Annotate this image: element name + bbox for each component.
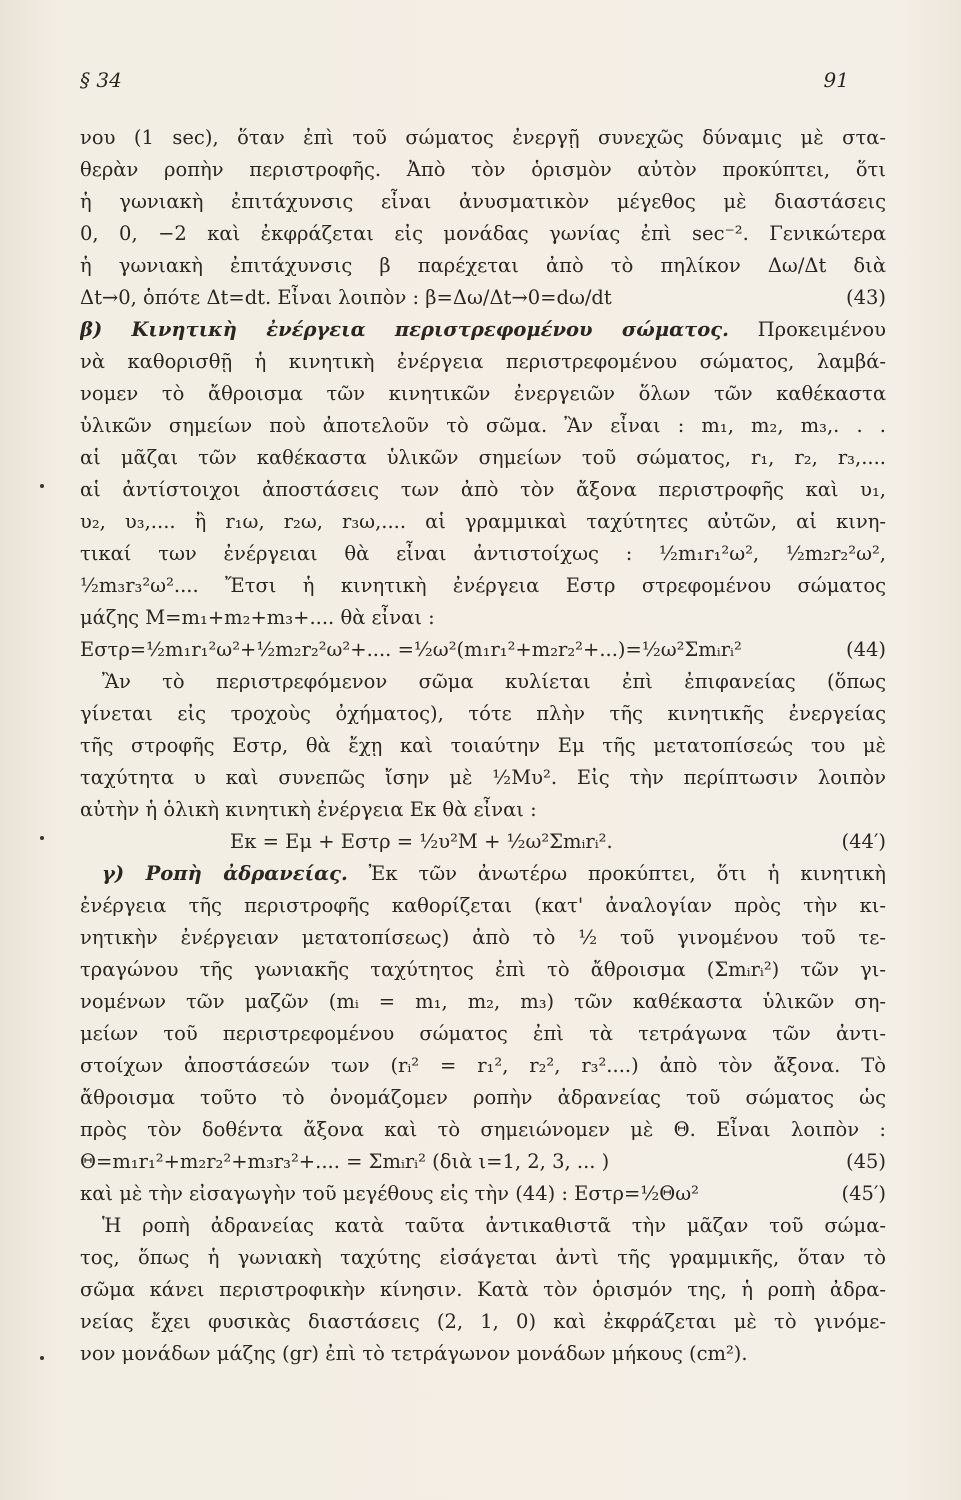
line-text: ἡ γωνιακὴ ἐπιτάχυνσις εἶναι ἀνυσματικὸν μέγεθος μὲ διαστάσεις xyxy=(80,190,886,213)
section-number: § 34 xyxy=(80,68,122,92)
line-text: νομεν τὸ ἄθροισμα τῶν κινητικῶν ἐνεργειῶν ὅλων τῶν καθέκαστα xyxy=(80,382,886,405)
line-text: σῶμα κάνει περιστροφικὴν κίνησιν. Κατὰ τὸν ὁρισμόν της, ἡ ροπὴ ἀδρα- xyxy=(80,1278,886,1301)
line-text: Προκειμένου xyxy=(728,318,886,341)
line-text: νομένων τῶν μαζῶν (mᵢ = m₁, m₂, m₃) τῶν καθέκαστα ὑλικῶν ση- xyxy=(80,990,886,1013)
text-line xyxy=(80,954,886,986)
line-text: αἱ μᾶζαι τῶν καθέκαστα ὑλικῶν σημείων τοῦ σώματος, r₁, r₂, r₃,.... xyxy=(80,446,886,469)
equation: καὶ μὲ τὴν εἰσαγωγὴν τοῦ μεγέθους εἰς τὴν (44) : Εστρ=½Θω² xyxy=(80,1182,699,1205)
text-line xyxy=(80,378,886,410)
text-line xyxy=(80,666,886,698)
text-line xyxy=(80,346,886,378)
text-line xyxy=(80,1242,886,1274)
equation: Εστρ=½m₁r₁²ω²+½m₂r₂²ω²+.... =½ω²(m₁r₁²+m₂r₂²+...)=½ω²Σmᵢrᵢ² xyxy=(80,638,742,661)
text-line xyxy=(80,1338,886,1370)
page-number: 91 xyxy=(823,68,849,92)
text-line xyxy=(80,1050,886,1082)
text-line xyxy=(80,250,886,282)
line-text: τραγώνου τῆς γωνιακῆς ταχύτητος ἐπὶ τὸ ἄθροισμα (Σmᵢrᵢ²) τῶν γι- xyxy=(80,958,886,981)
line-text: ὑλικῶν σημείων ποὺ ἀποτελοῦν τὸ σῶμα. Ἂν εἶναι : m₁, m₂, m₃,. . . xyxy=(80,414,886,437)
page-header xyxy=(80,64,849,100)
text-line xyxy=(80,986,886,1018)
line-text: ἡ γωνιακὴ ἐπιτάχυνσις β παρέχεται ἀπὸ τὸ πηλίκον Δω/Δt διὰ xyxy=(80,254,886,277)
text-line xyxy=(80,1146,886,1178)
text-line xyxy=(80,858,886,890)
text-line xyxy=(80,1018,886,1050)
text-line xyxy=(80,634,886,666)
page-body xyxy=(80,122,886,1370)
line-text: τικαί των ἐνέργειαι θὰ εἶναι ἀντιστοίχως : ½m₁r₁²ω², ½m₂r₂²ω², xyxy=(80,542,886,565)
text-line xyxy=(80,1306,886,1338)
line-text: Ἡ ροπὴ ἀδρανείας κατὰ ταῦτα ἀντικαθιστᾶ τὴν μᾶζαν τοῦ σώμα- xyxy=(102,1214,886,1237)
text-line xyxy=(80,826,886,858)
line-text: υ₂, υ₃,.... ἢ r₁ω, r₂ω, r₃ω,.... αἱ γραμμικαὶ ταχύτητες αὐτῶν, αἱ κινη- xyxy=(80,510,886,533)
line-text: νον μονάδων μάζης (gr) ἐπὶ τὸ τετράγωνον μονάδων μήκους (cm²). xyxy=(80,1342,748,1365)
text-line xyxy=(80,794,886,826)
subsection-heading: β) Κινητικὴ ἐνέργεια περιστρεφομένου σώματος. xyxy=(80,318,729,341)
text-line xyxy=(80,186,886,218)
line-text: Ἐκ τῶν ἀνωτέρω προκύπτει, ὅτι ἡ κινητικὴ xyxy=(347,862,886,885)
equation: Δt→0, ὁπότε Δt=dt. Εἶναι λοιπὸν : β=Δω/Δt→0=dω/dt xyxy=(80,286,612,309)
equation-number: (45) xyxy=(845,1150,886,1173)
text-line xyxy=(80,1082,886,1114)
margin-mark xyxy=(40,1356,44,1360)
line-text: νου (1 sec), ὅταν ἐπὶ τοῦ σώματος ἐνεργῇ συνεχῶς δύναμις μὲ στα- xyxy=(80,126,886,149)
text-line xyxy=(80,282,886,314)
text-line xyxy=(80,922,886,954)
line-text: ταχύτητα υ καὶ συνεπῶς ἴσην μὲ ½Μυ². Εἰς τὴν περίπτωσιν λοιπὸν xyxy=(80,766,886,789)
text-line xyxy=(80,122,886,154)
text-line xyxy=(80,538,886,570)
line-text: αἱ ἀντίστοιχοι ἀποστάσεις των ἀπὸ τὸν ἄξονα περιστροφῆς καὶ υ₁, xyxy=(80,478,886,501)
equation: Εκ = Εμ + Εστρ = ½υ²Μ + ½ω²Σmᵢrᵢ². xyxy=(230,830,613,853)
line-text: μάζης M=m₁+m₂+m₃+.... θὰ εἶναι : xyxy=(80,606,435,629)
equation-number: (44′) xyxy=(841,830,886,853)
text-line xyxy=(80,154,886,186)
equation-number: (45′) xyxy=(841,1182,886,1205)
text-line xyxy=(80,890,886,922)
line-text: νείας ἔχει φυσικὰς διαστάσεις (2, 1, 0) καὶ ἐκφράζεται μὲ τὸ γινόμε- xyxy=(80,1310,886,1333)
line-text: ἐνέργεια τῆς περιστροφῆς καθορίζεται (κατ' ἀναλογίαν πρὸς τὴν κι- xyxy=(80,894,886,917)
text-line xyxy=(80,1210,886,1242)
text-line xyxy=(80,602,886,634)
text-line xyxy=(80,1178,886,1210)
text-line xyxy=(80,218,886,250)
margin-mark xyxy=(40,484,44,488)
text-line xyxy=(80,314,886,346)
equation-number: (43) xyxy=(845,286,886,309)
text-line xyxy=(80,410,886,442)
text-line xyxy=(80,506,886,538)
line-text: νητικὴν ἐνέργειαν μετατοπίσεως) ἀπὸ τὸ ½ τοῦ γινομένου τοῦ τε- xyxy=(80,926,886,949)
text-line xyxy=(80,698,886,730)
text-line xyxy=(80,474,886,506)
line-text: θερὰν ροπὴν περιστροφῆς. Ἀπὸ τὸν ὁρισμὸν αὐτὸν προκύπτει, ὅτι xyxy=(80,158,886,181)
text-line xyxy=(80,570,886,602)
text-line xyxy=(80,442,886,474)
text-line xyxy=(80,730,886,762)
line-text: τος, ὅπως ἡ γωνιακὴ ταχύτης εἰσάγεται ἀντὶ τῆς γραμμικῆς, ὅταν τὸ xyxy=(80,1246,886,1269)
line-text: Ἂν τὸ περιστρεφόμενον σῶμα κυλίεται ἐπὶ ἐπιφανείας (ὅπως xyxy=(102,670,886,693)
line-text: τῆς στροφῆς Εστρ, θὰ ἔχῃ καὶ τοιαύτην Εμ τῆς μετατοπίσεώς του μὲ xyxy=(80,734,886,757)
margin-mark xyxy=(40,836,44,840)
equation: Θ=m₁r₁²+m₂r₂²+m₃r₃²+.... = Σmᵢrᵢ² (διὰ ι=1, 2, 3, ... ) xyxy=(80,1150,610,1173)
line-text: ἄθροισμα τοῦτο τὸ ὀνομάζομεν ροπὴν ἀδρανείας τοῦ σώματος ὡς xyxy=(80,1086,886,1109)
text-line xyxy=(80,1114,886,1146)
text-line xyxy=(80,1274,886,1306)
line-text: στοίχων ἀποστάσεών των (rᵢ² = r₁², r₂², r₃²....) ἀπὸ τὸν ἄξονα. Τὸ xyxy=(80,1054,886,1077)
line-text: 0, 0, −2 καὶ ἐκφράζεται εἰς μονάδας γωνίας ἐπὶ sec⁻². Γενικώτερα xyxy=(80,222,886,245)
line-text: ½m₃r₃²ω².... Ἔτσι ἡ κινητικὴ ἐνέργεια Εστρ στρεφομένου σώματος xyxy=(80,574,886,597)
text-line xyxy=(80,762,886,794)
line-text: μείων τοῦ περιστρεφομένου σώματος ἐπὶ τὰ τετράγωνα τῶν ἀντι- xyxy=(80,1022,886,1045)
line-text: πρὸς τὸν δοθέντα ἄξονα καὶ τὸ σημειώνομεν μὲ Θ. Εἶναι λοιπὸν : xyxy=(80,1118,886,1141)
line-text: νὰ καθορισθῇ ἡ κινητικὴ ἐνέργεια περιστρεφομένου σώματος, λαμβά- xyxy=(80,350,886,373)
equation-number: (44) xyxy=(845,638,886,661)
line-text: αὐτὴν ἡ ὁλικὴ κινητικὴ ἐνέργεια Εκ θὰ εἶναι : xyxy=(80,798,537,821)
line-text: γίνεται εἰς τροχοὺς ὀχήματος), τότε πλὴν τῆς κινητικῆς ἐνεργείας xyxy=(80,702,886,725)
subsection-heading: γ) Ροπὴ ἀδρανείας. xyxy=(102,862,348,885)
